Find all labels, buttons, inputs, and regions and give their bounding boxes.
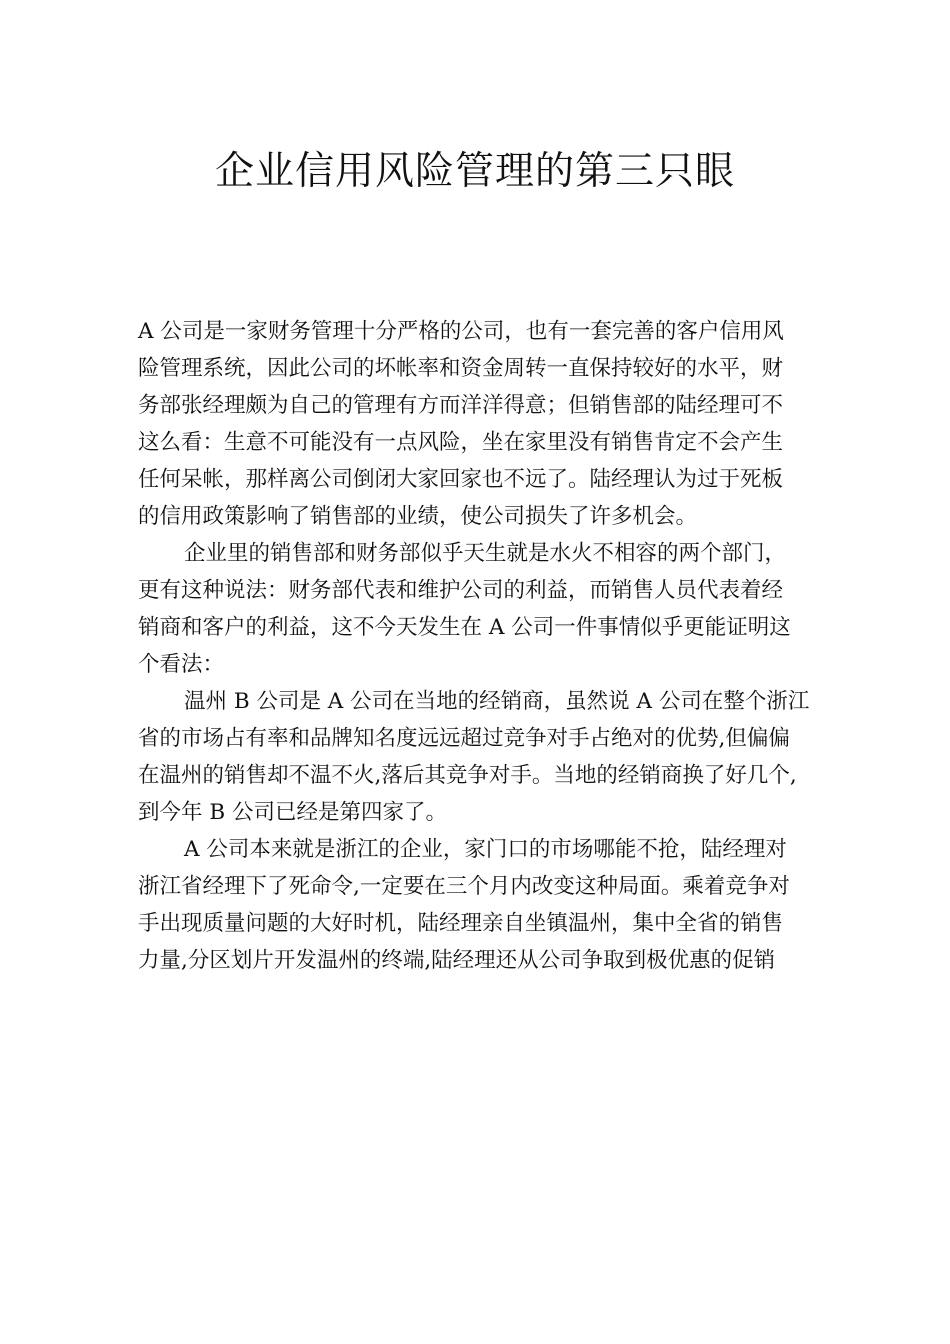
text-line: 险管理系统，因此公司的坏帐率和资金周转一直保持较好的水平，财: [138, 356, 784, 381]
paragraph-3: [138, 683, 818, 831]
paragraph-1: [138, 313, 818, 535]
document-title: 企业信用风险管理的第三只眼: [214, 149, 735, 194]
text-line: 这么看：生意不可能没有一点风险，坐在家里没有销售肯定不会产生: [138, 430, 784, 455]
text-line: 温州 B 公司是 A 公司在当地的经销商，虽然说 A 公司在整个浙江: [184, 689, 810, 714]
text-line: 到今年 B 公司已经是第四家了。: [138, 800, 447, 825]
paragraph-4: [138, 831, 818, 979]
text-line: 力量,分区划片开发温州的终端,陆经理还从公司争取到极优惠的促销: [138, 948, 776, 973]
text-line: 个看法：: [138, 652, 225, 677]
paragraph-2: [138, 535, 818, 683]
text-line: 在温州的销售却不温不火,落后其竞争对手。当地的经销商换了好几个,: [138, 763, 797, 788]
text-line: 销商和客户的利益，这不今天发生在 A 公司一件事情似乎更能证明这: [138, 615, 791, 640]
text-line: 的信用政策影响了销售部的业绩，使公司损失了许多机会。: [138, 504, 698, 529]
text-line: 省的市场占有率和品牌知名度远远超过竞争对手占绝对的优势,但偏偏: [138, 726, 790, 751]
text-line: 浙江省经理下了死命令,一定要在三个月内改变这种局面。乘着竞争对: [138, 874, 790, 899]
text-line: 任何呆帐，那样离公司倒闭大家回家也不远了。陆经理认为过于死板: [138, 467, 784, 492]
document-body: [138, 313, 818, 979]
text-line: 手出现质量问题的大好时机，陆经理亲自坐镇温州，集中全省的销售: [138, 911, 784, 936]
text-line: 企业里的销售部和财务部似乎天生就是水火不相容的两个部门，: [184, 541, 787, 566]
text-line: 更有这种说法：财务部代表和维护公司的利益，而销售人员代表着经: [138, 578, 784, 603]
text-line: A 公司是一家财务管理十分严格的公司，也有一套完善的客户信用风: [138, 319, 784, 344]
text-line: 务部张经理颇为自己的管理有方而洋洋得意；但销售部的陆经理可不: [138, 393, 784, 418]
text-line: A 公司本来就是浙江的企业，家门口的市场哪能不抢，陆经理对: [184, 837, 787, 862]
